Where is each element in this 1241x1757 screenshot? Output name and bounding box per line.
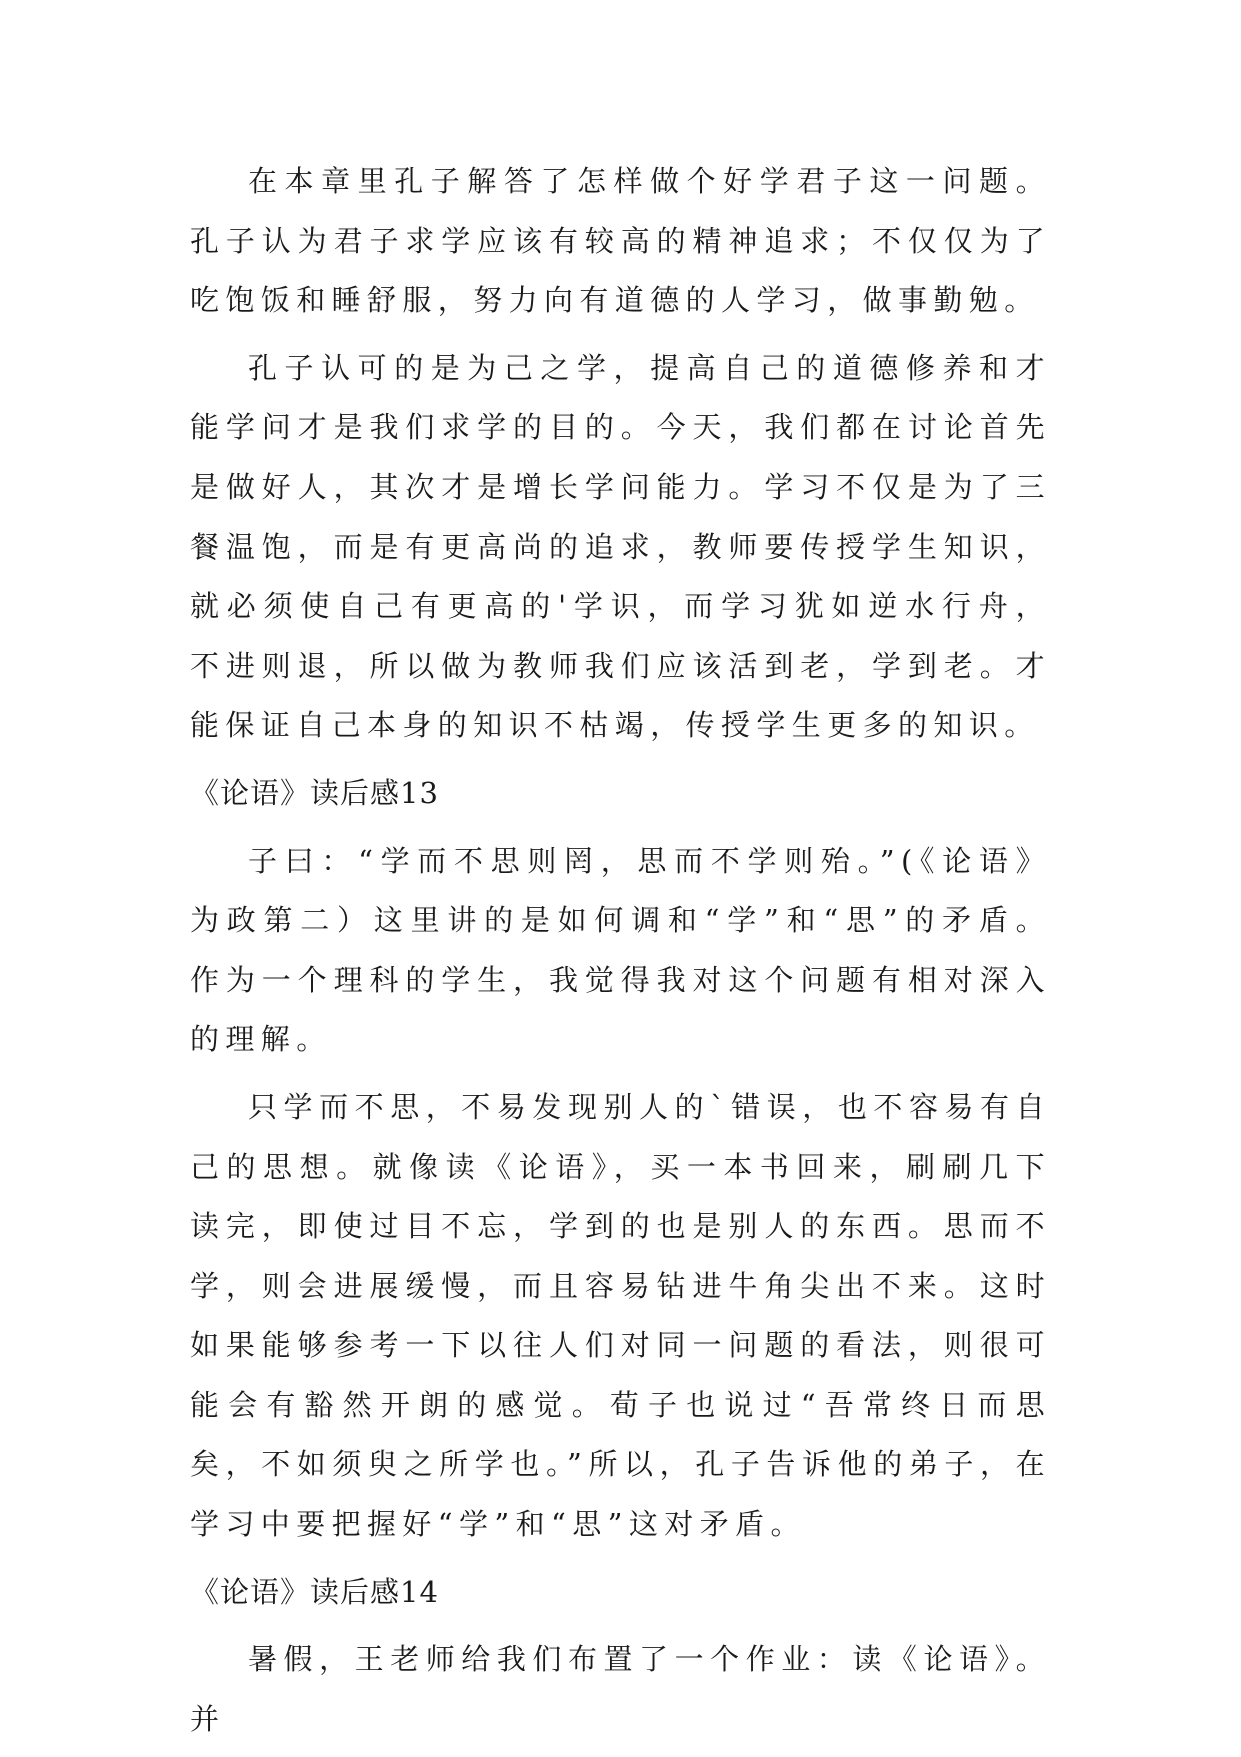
document-body [190, 152, 1051, 1757]
section-heading-14: 《论语》读后感14 [190, 1574, 439, 1609]
paragraph-2: 孔子认可的是为己之学，提高自己的道德修养和才能学问才是我们求学的目的。今天，我们都在讨论首先是做好人，其次才是增长学问能力。学习不仅是为了三餐温饱，而是有更高尚的追求，教师要传授学生知识，就必须使自己有更高的'学识，而学习犹如逆水行舟，不进则退，所以做为教师我们应该活到老，学到老。才能保证自己本身的知识不枯竭，传授学生更多的知识。 [190, 350, 1051, 743]
paragraph-4: 只学而不思，不易发现别人的`错误，也不容易有自己的思想。就像读《论语》，买一本书回来，刷刷几下读完，即使过目不忘，学到的也是别人的东西。思而不学，则会进展缓慢，而且容易钻进牛角尖出不来。这时如果能够参考一下以往人们对同一问题的看法，则很可能会有豁然开朗的感觉。荀子也说过“吾常终日而思矣，不如须臾之所学也。”所以，孔子告诉他的弟子，在学习中要把握好“学”和“思”这对矛盾。 [190, 1089, 1051, 1542]
section-heading-13: 《论语》读后感13 [190, 775, 439, 810]
paragraph-5: 暑假，王老师给我们布置了一个作业：读《论语》。并 [190, 1642, 1051, 1736]
paragraph-3: 子曰：“学而不思则罔，思而不学则殆。”(《论语》为政第二）这里讲的是如何调和“学”和“思”的矛盾。作为一个理科的学生，我觉得我对这个问题有相对深入的理解。 [190, 843, 1051, 1057]
paragraph-1: 在本章里孔子解答了怎样做个好学君子这一问题。孔子认为君子求学应该有较高的精神追求；不仅仅为了吃饱饭和睡舒服，努力向有道德的人学习，做事勤勉。 [190, 164, 1051, 318]
